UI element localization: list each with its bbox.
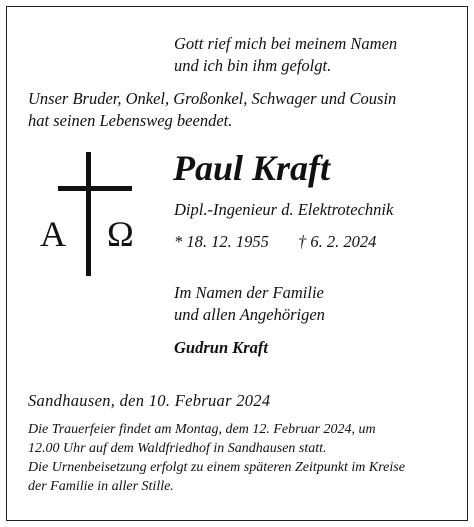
intro-line-1: Unser Bruder, Onkel, Großonkel, Schwager und Cousin <box>28 89 397 108</box>
intro-line-2: hat seinen Lebensweg beendet. <box>28 111 233 130</box>
verse-line-2: und ich bin ihm gefolgt. <box>174 56 332 75</box>
notice-line-3: Die Urnenbeisetzung erfolgt zu einem späteren Zeitpunkt im Kreise <box>28 460 405 475</box>
signatory-name: Gudrun Kraft <box>174 338 268 357</box>
notice-line-2: 12.00 Uhr auf dem Waldfriedhof in Sandhausen statt. <box>28 441 327 456</box>
deceased-title: Dipl.-Ingenieur d. Elektrotechnik <box>174 200 394 219</box>
deceased-name: Paul Kraft <box>173 148 331 188</box>
notice-line-4: der Familie in aller Stille. <box>28 479 174 494</box>
family-line-2: und allen Angehörigen <box>174 305 325 324</box>
place-date: Sandhausen, den 10. Februar 2024 <box>28 391 271 410</box>
verse-line-1: Gott rief mich bei meinem Namen <box>174 34 398 53</box>
omega-symbol: Ω <box>107 214 134 254</box>
birth-date: * 18. 12. 1955 <box>174 232 269 251</box>
family-line-1: Im Namen der Familie <box>174 283 324 302</box>
notice-line-1: Die Trauerfeier findet am Montag, dem 12. Februar 2024, um <box>28 422 376 437</box>
death-date: † 6. 2. 2024 <box>298 232 377 251</box>
alpha-symbol: A <box>40 214 66 254</box>
